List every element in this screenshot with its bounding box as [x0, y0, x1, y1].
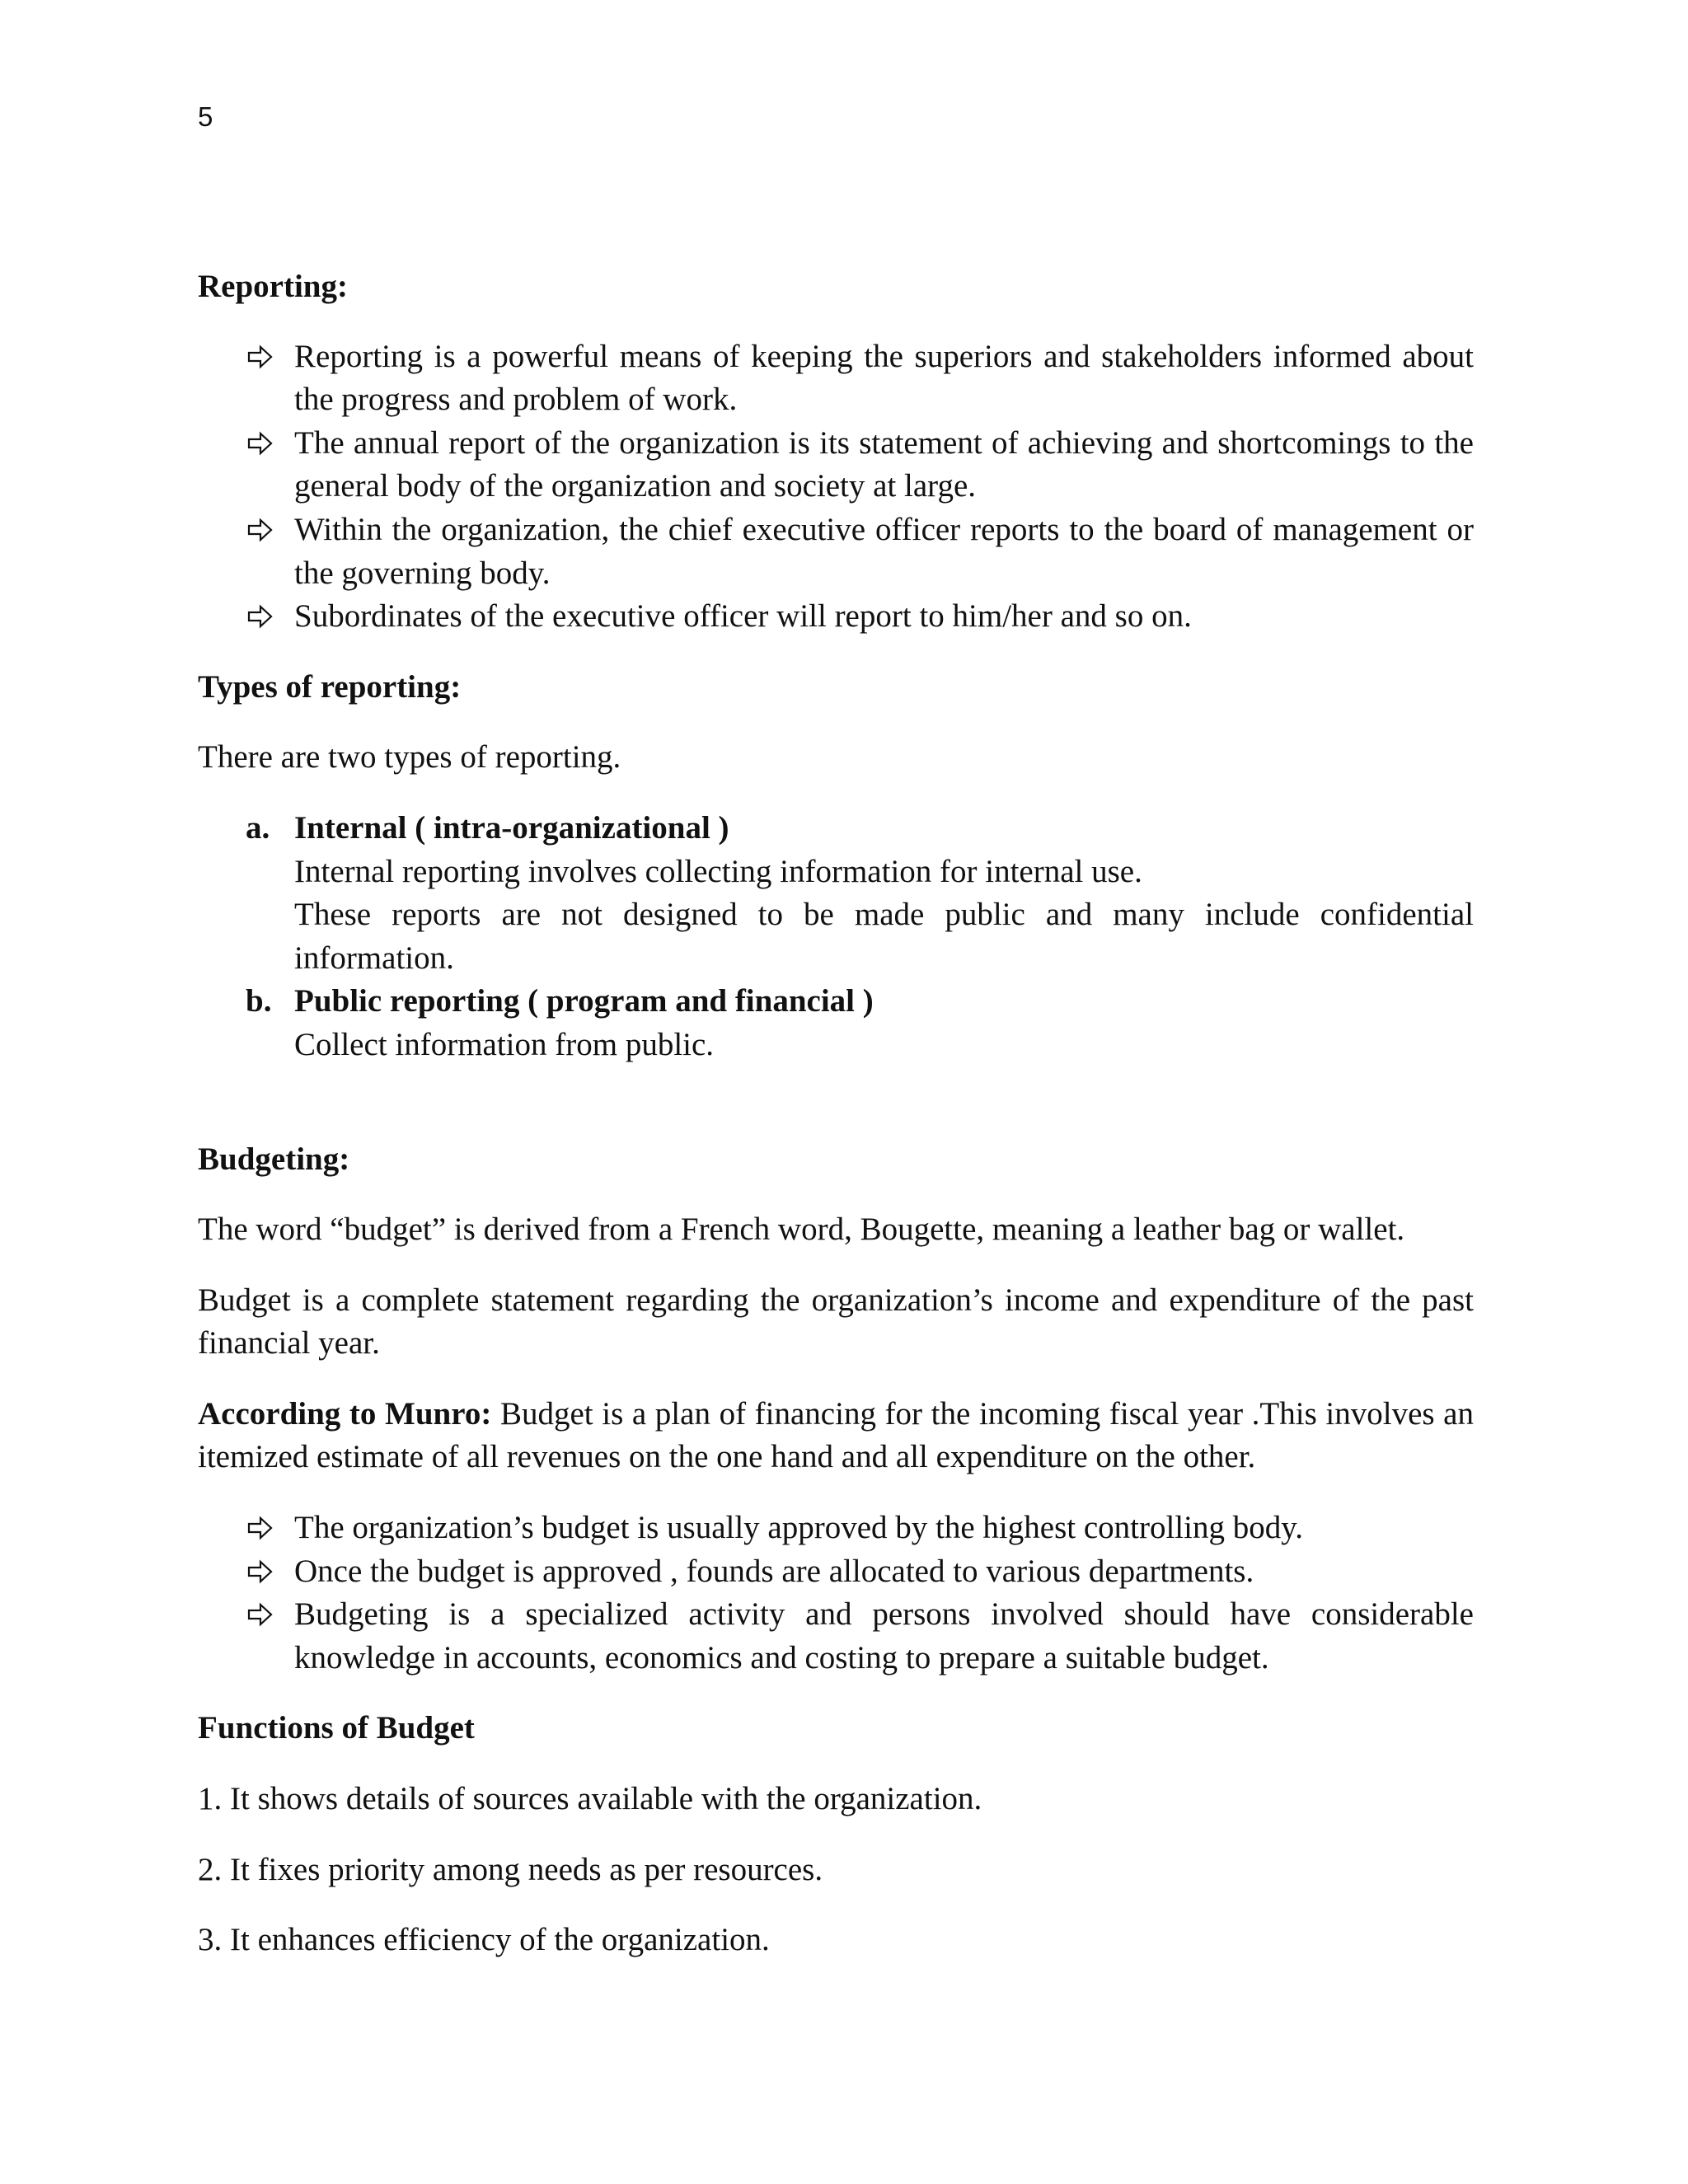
- list-item: [294, 1593, 1474, 1680]
- internal-title: Internal ( intra-organizational ): [294, 809, 729, 846]
- list-item: [294, 509, 1474, 595]
- list-item: [294, 595, 1474, 639]
- arrow-bullet-icon: [246, 595, 275, 638]
- page-number: 5: [198, 101, 213, 132]
- internal-line: These reports are not designed to be made public and many include confidential information.: [294, 897, 1474, 976]
- arrow-bullet-icon: [246, 422, 275, 465]
- public-title: Public reporting ( program and financial ): [294, 983, 874, 1019]
- reporting-bullet-text: Within the organization, the chief executive officer reports to the board of management or the governing body.: [294, 511, 1474, 591]
- budgeting-bullet-text: Budgeting is a specialized activity and persons involved should have considerable knowledge in accounts, economics and costing to prepare a suitable budget.: [294, 1596, 1474, 1675]
- reporting-heading: Reporting:: [198, 269, 348, 304]
- list-marker: a.: [246, 809, 270, 846]
- internal-line: Internal reporting involves collecting information for internal use.: [294, 853, 1142, 889]
- munro-text: Budget is a plan of financing for the incoming fiscal year .This involves an itemized estimate of all revenues on the one hand and all expenditure on the other.: [198, 1395, 1474, 1475]
- list-marker: b.: [246, 983, 272, 1019]
- list-item: [294, 422, 1474, 509]
- arrow-bullet-icon: [246, 1593, 275, 1636]
- list-item: [294, 1550, 1474, 1594]
- munro-label: According to Munro:: [198, 1395, 492, 1432]
- budgeting-para: The word “budget” is derived from a French word, Bougette, meaning a leather bag or wallet.: [198, 1212, 1405, 1248]
- public-line: Collect information from public.: [294, 1026, 715, 1062]
- reporting-bullet-text: Reporting is a powerful means of keeping the superiors and stakeholders informed about the progress and problem of work.: [294, 338, 1474, 418]
- list-item: [246, 807, 1474, 980]
- function-item: 1. It shows details of sources available with the organization.: [198, 1781, 982, 1817]
- budgeting-bullet-list: [198, 1507, 1474, 1680]
- reporting-bullet-text: Subordinates of the executive officer will report to him/her and so on.: [294, 598, 1192, 635]
- budgeting-bullet-text: The organization’s budget is usually approved by the highest controlling body.: [294, 1510, 1303, 1546]
- types-list: [198, 807, 1474, 1067]
- munro-definition: [198, 1393, 1474, 1479]
- budgeting-para: Budget is a complete statement regarding the organization’s income and expenditure of the past financial year.: [198, 1282, 1474, 1361]
- types-heading: Types of reporting:: [198, 668, 462, 705]
- arrow-bullet-icon: [246, 1507, 275, 1549]
- reporting-bullet-text: The annual report of the organization is its statement of achieving and shortcomings to the general body of the organization and society at large.: [294, 424, 1474, 504]
- list-item: [294, 1507, 1474, 1550]
- document-body: [198, 265, 1474, 1962]
- reporting-bullet-list: [198, 335, 1474, 639]
- list-item: [246, 980, 1474, 1066]
- list-item: [294, 335, 1474, 422]
- budgeting-bullet-text: Once the budget is approved , founds are allocated to various departments.: [294, 1553, 1254, 1589]
- arrow-bullet-icon: [246, 335, 275, 378]
- function-item: 3. It enhances efficiency of the organization.: [198, 1922, 770, 1958]
- function-item: 2. It fixes priority among needs as per resources.: [198, 1851, 823, 1887]
- arrow-bullet-icon: [246, 1550, 275, 1593]
- arrow-bullet-icon: [246, 509, 275, 551]
- functions-heading: Functions of Budget: [198, 1710, 475, 1746]
- types-intro: There are two types of reporting.: [198, 739, 621, 776]
- budgeting-heading: Budgeting:: [198, 1141, 350, 1177]
